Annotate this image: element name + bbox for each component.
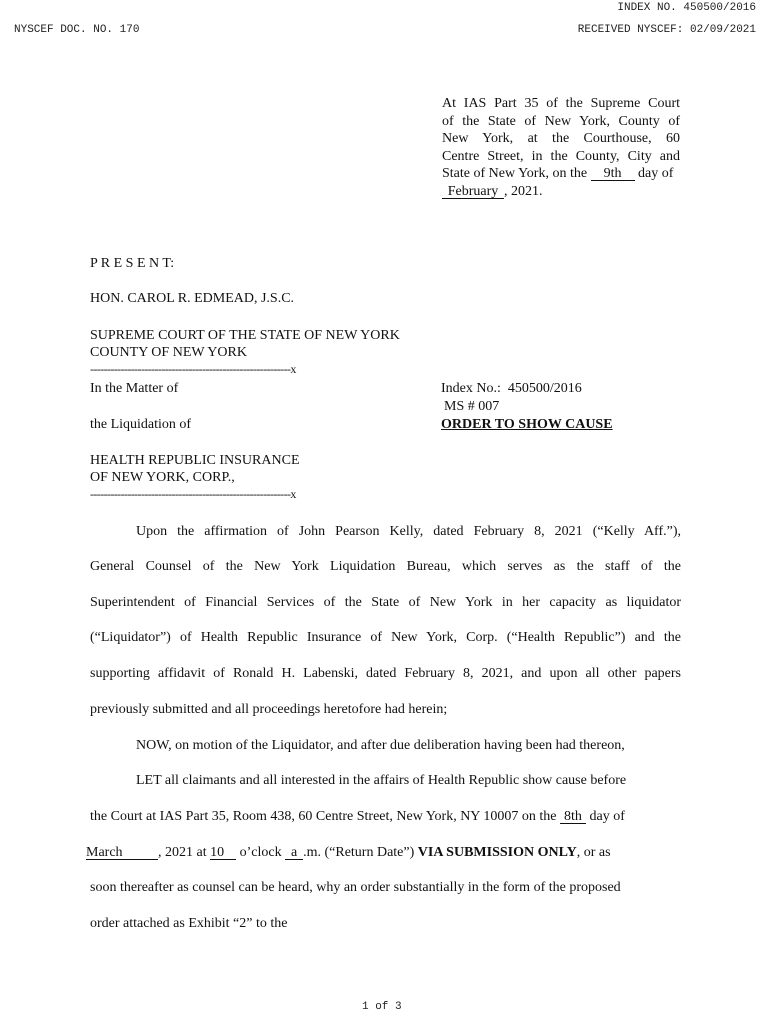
- venue-line: New York, at the Courthouse, 60: [442, 131, 680, 146]
- day-blank: 9th: [591, 167, 635, 181]
- received-stamp: RECEIVED NYSCEF: 02/09/2021: [577, 24, 756, 36]
- venue-line: Centre Street, in the County, City and: [442, 148, 680, 164]
- judge-name: HON. CAROL R. EDMEAD, J.S.C.: [90, 291, 295, 306]
- return-month-blank: March: [86, 846, 158, 860]
- present-label: P R E S E N T:: [90, 256, 175, 271]
- document-title: ORDER TO SHOW CAUSE: [441, 417, 613, 432]
- liquidation-label: the Liquidation of: [90, 417, 192, 432]
- venue-year: , 2021.: [504, 183, 543, 199]
- return-time-line: [86, 845, 611, 861]
- body-line: General Counsel of the New York Liquidation Bureau, which serves as the staff of the: [90, 559, 681, 574]
- page-number: 1 of 3: [362, 1001, 402, 1013]
- venue-recital: [442, 95, 680, 200]
- return-day-blank: 8th: [560, 810, 586, 824]
- caption-divider-bottom: -----------------------------------------------------------x: [90, 487, 296, 501]
- body-line: (“Liquidator”) of Health Republic Insurance of New York, Corp. (“Health Republic”) and the: [90, 630, 681, 645]
- body-line: Superintendent of Financial Services of the State of New York in her capacity as liquidator: [90, 595, 681, 610]
- venue-month-line: [442, 183, 680, 201]
- entity-name-line2: OF NEW YORK, CORP.,: [90, 470, 235, 485]
- return-date-line: [90, 809, 625, 825]
- venue-line-suffix: day of: [638, 166, 674, 181]
- entity-name-line1: HEALTH REPUBLIC INSURANCE: [90, 453, 300, 468]
- body-text: , 2021 at: [158, 845, 207, 860]
- return-hour-blank: 10: [210, 846, 236, 860]
- caption-divider-top: -----------------------------------------------------------x: [90, 362, 296, 376]
- body-text: day of: [589, 809, 625, 824]
- body-line: previously submitted and all proceedings heretofore had herein;: [90, 702, 448, 717]
- month-blank: February: [442, 185, 504, 199]
- venue-date-line: [442, 165, 680, 183]
- body-text: o’clock: [239, 845, 282, 860]
- body-line: LET all claimants and all interested in the affairs of Health Republic show cause before: [136, 773, 627, 788]
- venue-line: of the State of New York, County of: [442, 113, 680, 129]
- venue-line-prefix: State of New York, on the: [442, 166, 588, 181]
- index-number-stamp: INDEX NO. 450500/2016: [617, 2, 756, 14]
- doc-number-stamp: NYSCEF DOC. NO. 170: [14, 24, 140, 36]
- body-line: NOW, on motion of the Liquidator, and after due deliberation having been had thereon,: [136, 738, 625, 753]
- submission-emphasis: VIA SUBMISSION ONLY: [417, 845, 577, 860]
- county-name: COUNTY OF NEW YORK: [90, 345, 247, 360]
- body-text: .m. (“Return Date”): [303, 845, 415, 860]
- body-line: order attached as Exhibit “2” to the: [90, 916, 288, 931]
- index-number: Index No.: 450500/2016: [441, 381, 582, 396]
- body-line: supporting affidavit of Ronald H. Labenski, dated February 8, 2021, and upon all other papers: [90, 666, 681, 681]
- motion-sequence: MS # 007: [444, 399, 500, 414]
- body-text: the Court at IAS Part 35, Room 438, 60 Centre Street, New York, NY 10007 on the: [90, 809, 557, 824]
- venue-line: At IAS Part 35 of the Supreme Court: [442, 96, 680, 111]
- matter-label: In the Matter of: [90, 381, 179, 396]
- body-line: Upon the affirmation of John Pearson Kelly, dated February 8, 2021 (“Kelly Aff.”),: [136, 524, 681, 539]
- ampm-blank: a: [285, 846, 303, 860]
- court-name: SUPREME COURT OF THE STATE OF NEW YORK: [90, 328, 400, 343]
- body-text: , or as: [576, 845, 611, 860]
- body-line: soon thereafter as counsel can be heard, why an order substantially in the form of the proposed: [90, 880, 621, 895]
